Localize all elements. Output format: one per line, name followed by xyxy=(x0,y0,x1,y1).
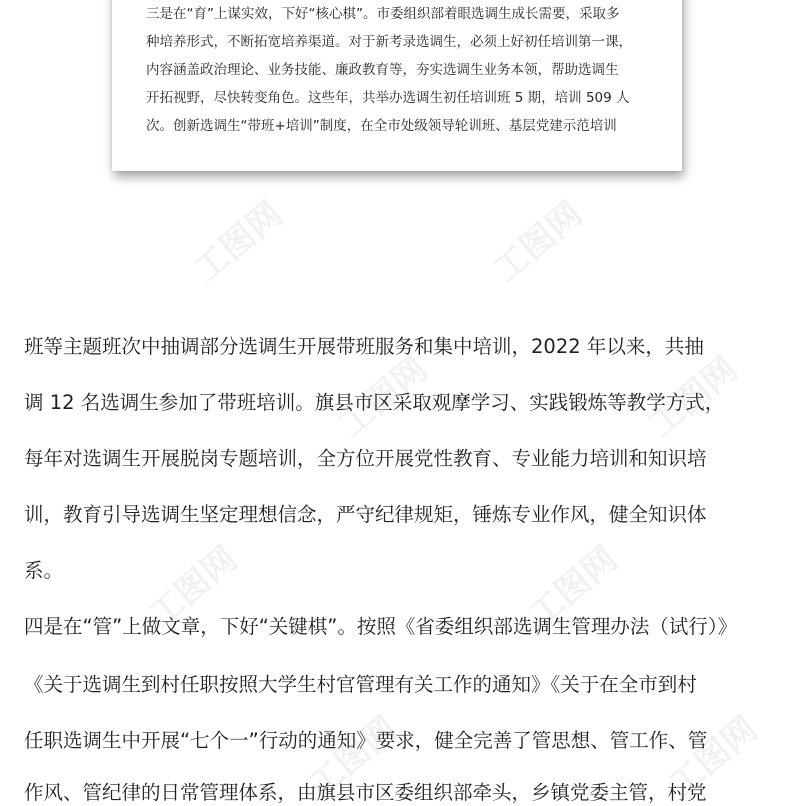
card-line: 内容涵盖政治理论、业务技能、廉政教育等，夯实选调生业务本领，帮助选调生 xyxy=(146,62,619,78)
card-line: 次。创新选调生“带班+培训”制度，在全市处级领导轮训班、基层党建示范培训 xyxy=(146,118,617,134)
watermark: 工图网 xyxy=(486,194,591,291)
body-line: 系。 xyxy=(24,559,64,582)
watermark: 工图网 xyxy=(641,349,746,446)
card-line: 开拓视野，尽快转变角色。这些年，共举办选调生初任培训班 5 期，培训 509 人 xyxy=(146,90,630,106)
watermark: 工图网 xyxy=(301,709,406,806)
watermark: 工图网 xyxy=(331,349,436,446)
card-line: 三是在“育”上谋实效，下好“核心棋”。市委组织部着眼选调生成长需要，采取多 xyxy=(146,6,620,22)
body-line: 《关于选调生到村任职按照大学生村官管理有关工作的通知》《关于在全市到村 xyxy=(24,673,697,696)
body-line: 训，教育引导选调生坚定理想信念，严守纪律规矩，锤炼专业作风，健全知识体 xyxy=(24,503,707,526)
watermark: 工图网 xyxy=(661,709,766,806)
watermark: 工图网 xyxy=(186,194,291,291)
paper-card xyxy=(112,0,682,171)
body-line: 四是在“管”上做文章，下好“关键棋”。按照《省委组织部选调生管理办法（试行）》 xyxy=(24,615,738,638)
body-line: 调 12 名选调生参加了带班培训。旗县市区采取观摩学习、实践锻炼等教学方式， xyxy=(24,391,725,414)
watermark: 工图网 xyxy=(141,539,246,636)
body-line: 任职选调生中开展“七个一”行动的通知》要求，健全完善了管思想、管工作、管 xyxy=(24,729,708,752)
body-line: 班等主题班次中抽调部分选调生开展带班服务和集中培训，2022 年以来，共抽 xyxy=(24,335,704,358)
body-line: 作风、管纪律的日常管理体系，由旗县市区委组织部牵头，乡镇党委主管，村党 xyxy=(24,781,707,804)
card-line: 种培养形式，不断拓宽培养渠道。对于新考录选调生，必须上好初任培训第一课， xyxy=(146,34,632,50)
body-line: 每年对选调生开展脱岗专题培训，全方位开展党性教育、专业能力培训和知识培 xyxy=(24,447,707,470)
watermark: 工图网 xyxy=(521,539,626,636)
